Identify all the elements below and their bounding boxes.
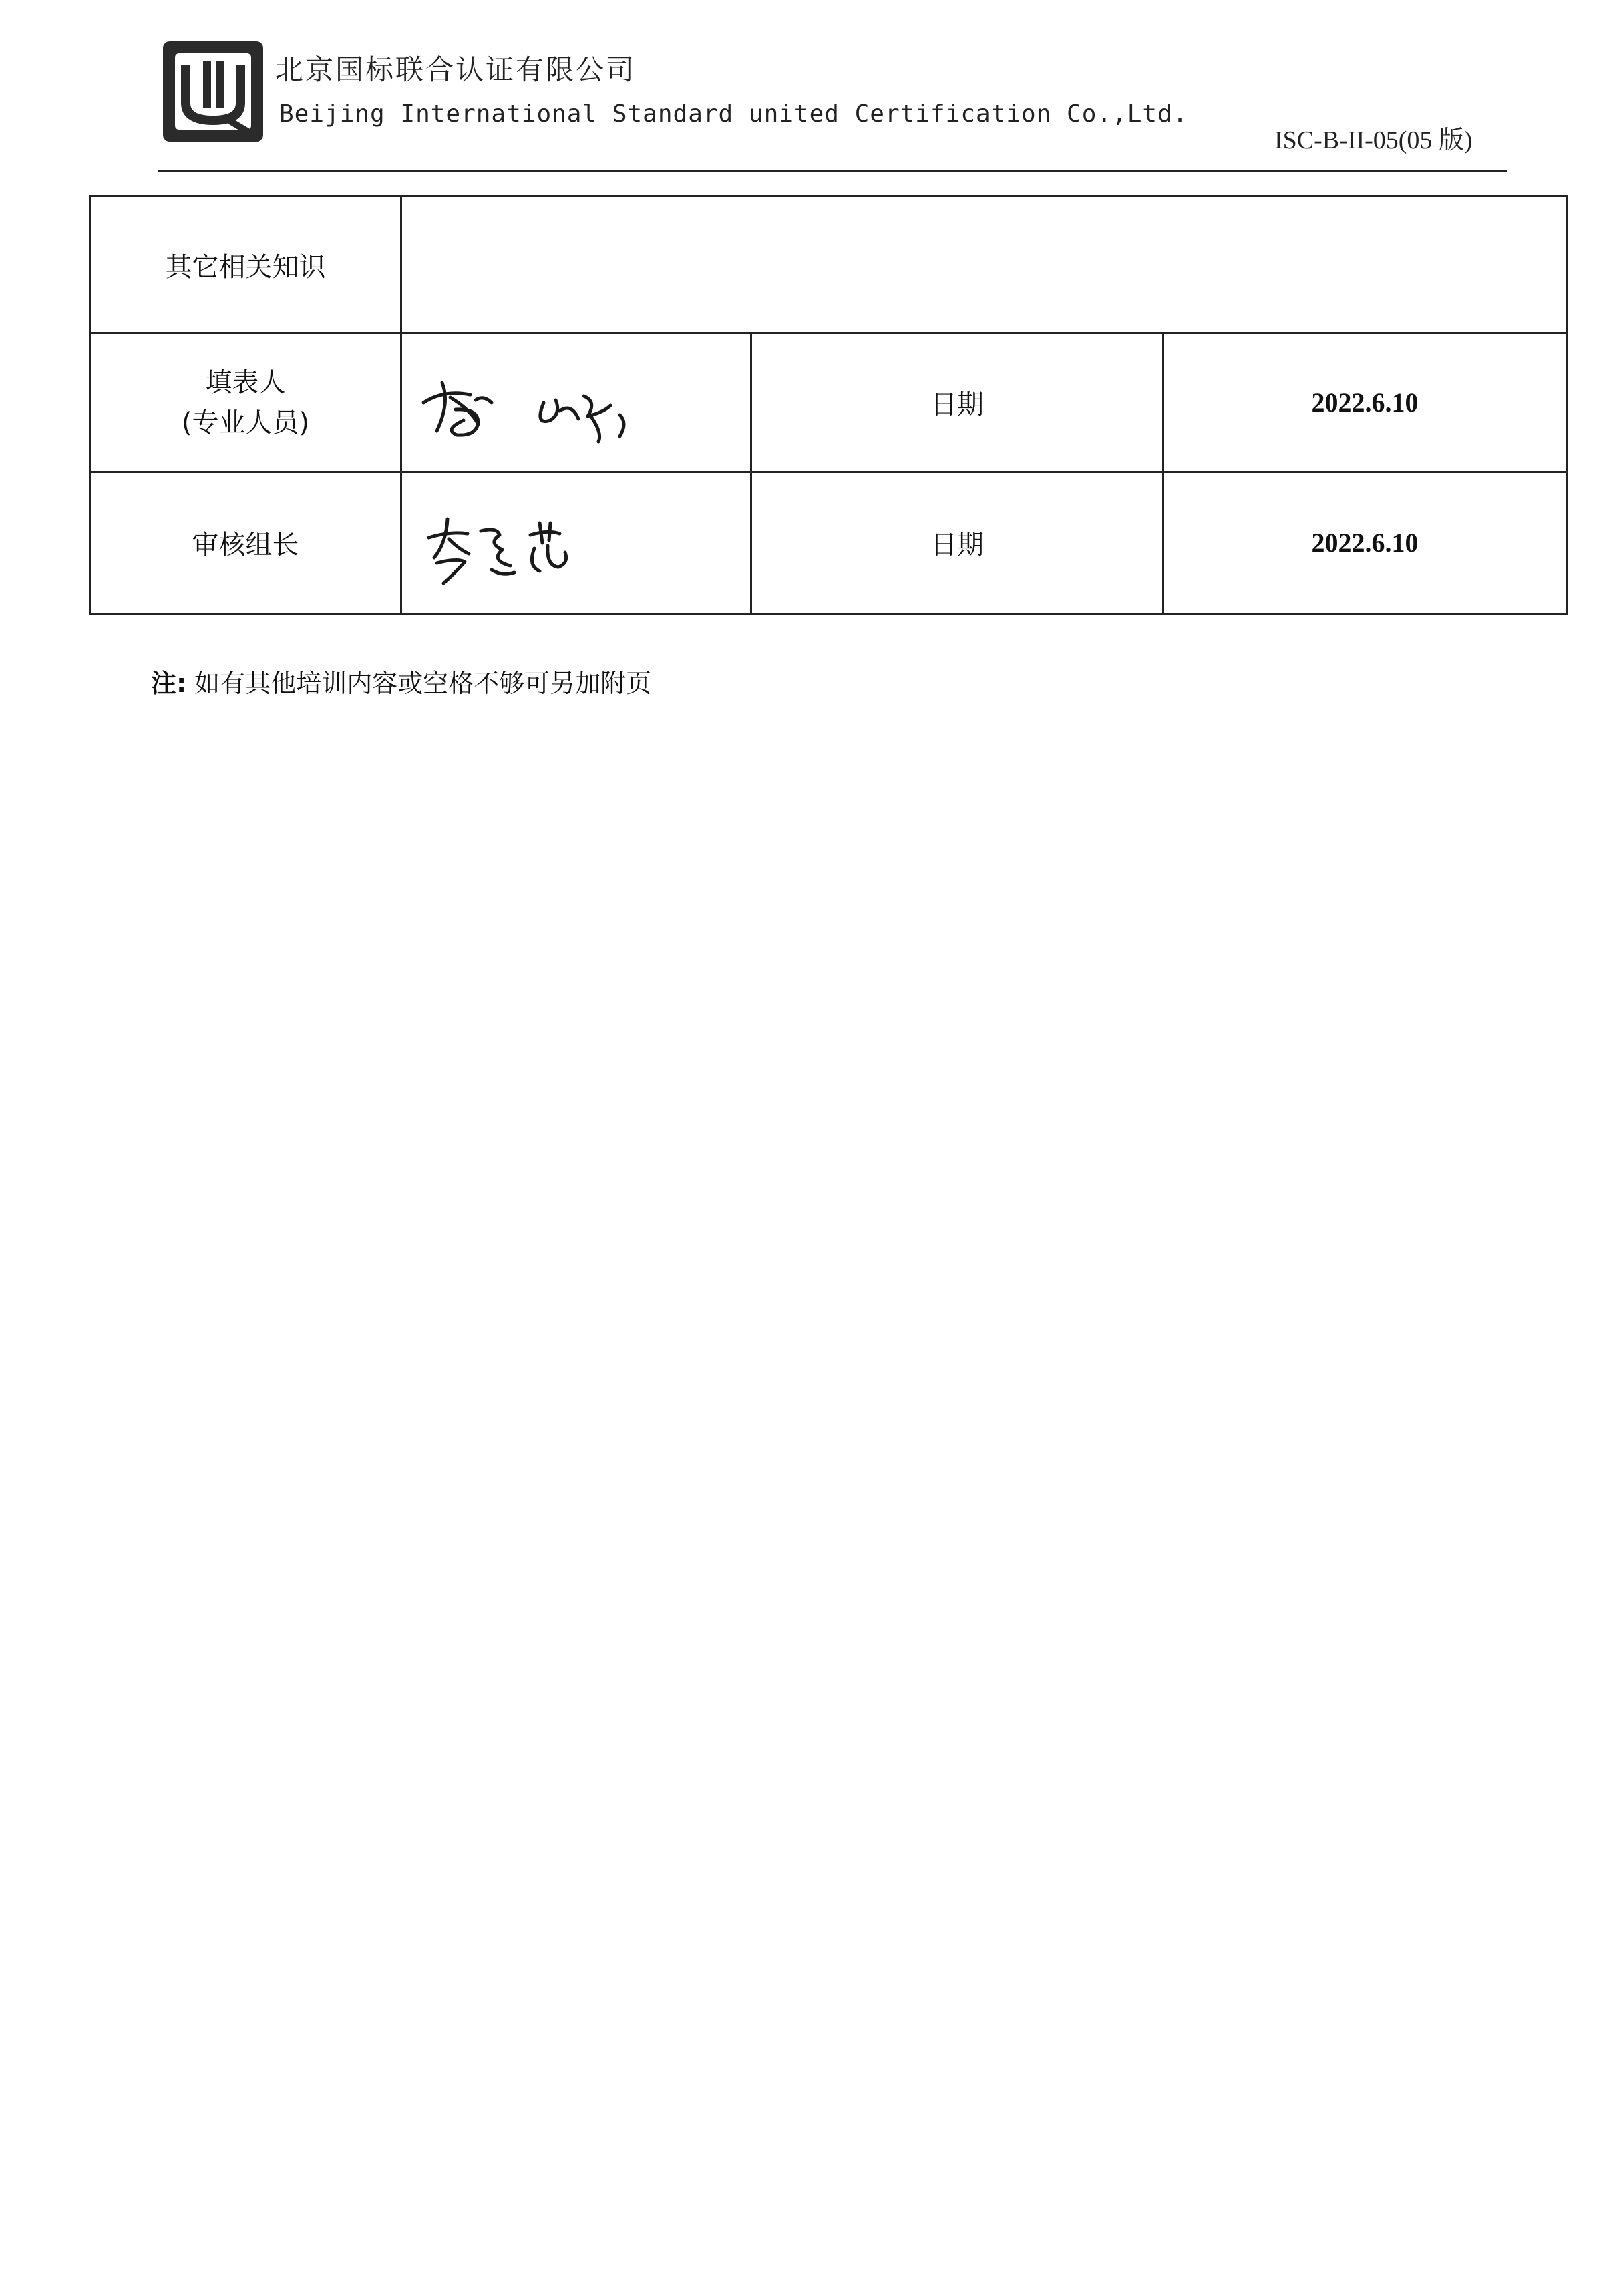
audit-leader-date-value: 2022.6.10 bbox=[1164, 472, 1567, 614]
table-row-form-filler bbox=[90, 333, 1567, 472]
form-filler-label-line2: (专业人员) bbox=[181, 407, 310, 438]
form-filler-signature bbox=[401, 333, 751, 472]
footnote bbox=[151, 663, 651, 699]
footnote-text: 如有其他培训内容或空格不够可另加附页 bbox=[194, 669, 652, 698]
form-filler-label bbox=[90, 333, 401, 472]
handwritten-signature-icon bbox=[417, 356, 671, 450]
handwritten-signature-icon bbox=[417, 496, 671, 590]
isc-logo-icon bbox=[160, 39, 266, 144]
table-row-audit-leader bbox=[90, 472, 1567, 614]
company-name-en: Beijing International Standard united Certification Co.,Ltd. bbox=[279, 100, 1188, 128]
table-row-related-knowledge bbox=[90, 196, 1567, 333]
company-name-cn: 北京国标联合认证有限公司 bbox=[275, 53, 637, 86]
form-filler-date-label: 日期 bbox=[751, 333, 1164, 472]
header-divider bbox=[158, 170, 1507, 172]
audit-leader-label: 审核组长 bbox=[90, 472, 401, 614]
footnote-prefix: 注: bbox=[151, 669, 187, 698]
form-code: ISC-B-II-05(05 版) bbox=[1274, 126, 1473, 154]
training-form-table bbox=[89, 195, 1568, 615]
related-knowledge-value[interactable] bbox=[401, 196, 1567, 333]
audit-leader-signature bbox=[401, 472, 751, 614]
form-filler-label-line1: 填表人 bbox=[205, 367, 286, 398]
form-filler-date-value: 2022.6.10 bbox=[1164, 333, 1567, 472]
related-knowledge-label: 其它相关知识 bbox=[90, 196, 401, 333]
audit-leader-date-label: 日期 bbox=[751, 472, 1164, 614]
